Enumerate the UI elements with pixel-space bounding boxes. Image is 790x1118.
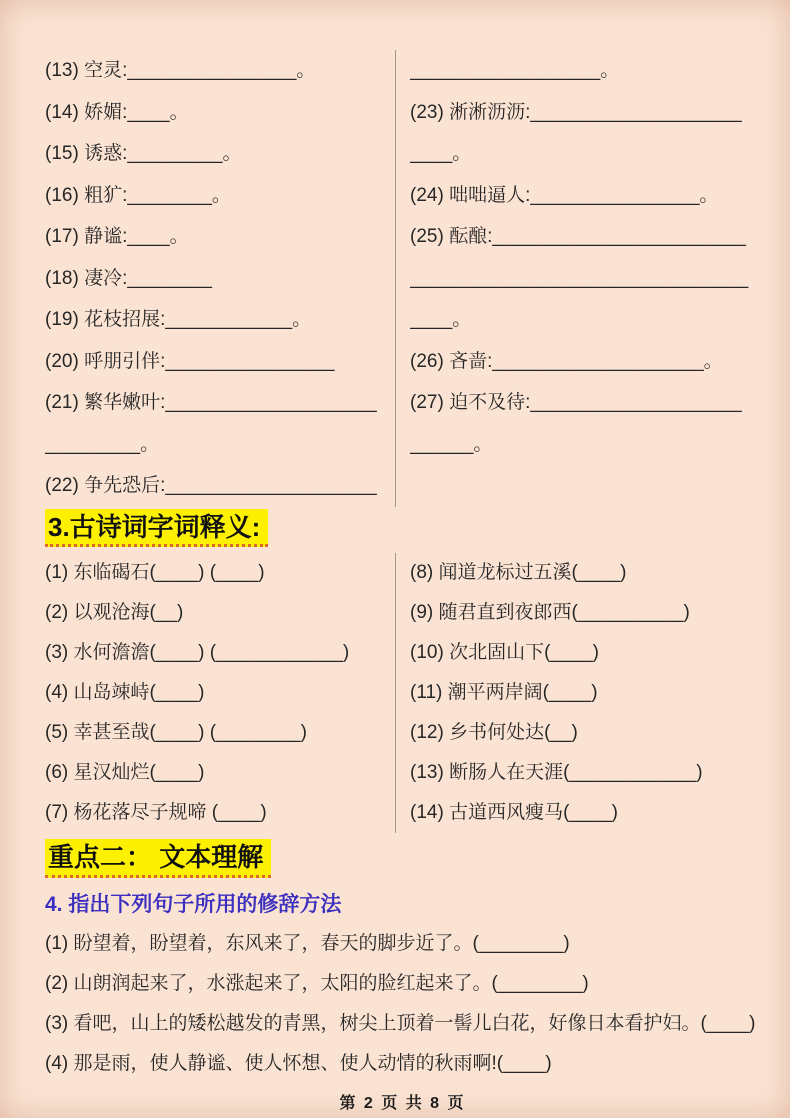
question-4-heading: 4. 指出下列句子所用的修辞方法: [45, 892, 342, 916]
poem-column-left: [45, 553, 395, 833]
vocab-line: (24) 咄咄逼人:________________。: [410, 184, 719, 206]
vocab-line: (18) 凄冷:________: [45, 267, 212, 289]
rhetoric-line: (4) 那是雨，使人静谧、使人怀想、使人动情的秋雨啊!(____): [45, 1052, 552, 1074]
vocab-line: ________________________________: [410, 267, 749, 289]
key-point-2-heading-highlight: 重点二： 文本理解: [45, 839, 271, 878]
poem-glossary-section: [45, 553, 760, 833]
poem-column-right: [395, 553, 760, 833]
vocab-definitions-section: [45, 50, 760, 507]
rhetoric-line: (3) 看吧，山上的矮松越发的青黑，树尖上顶着一髻儿白花，好像日本看护妇。(____): [45, 1012, 756, 1034]
poem-line: (12) 乡书何处达(__): [410, 722, 578, 743]
key-point-2-heading: [45, 839, 760, 878]
vocab-line: (17) 静谧:____。: [45, 226, 189, 247]
poem-line: (6) 星汉灿烂(____): [45, 762, 205, 783]
poem-line: (13) 断肠人在天涯(____________): [410, 762, 703, 783]
vocab-line: (20) 呼朋引伴:________________: [45, 350, 335, 372]
poem-line: (5) 幸甚至哉(____) (________): [45, 722, 307, 743]
poem-line: (3) 水何澹澹(____) (____________): [45, 642, 350, 663]
poem-line: (4) 山岛竦峙(____): [45, 682, 205, 703]
rhetoric-line: (1) 盼望着，盼望着，东风来了，春天的脚步近了。(________): [45, 932, 570, 954]
poem-line: (2) 以观沧海(__): [45, 602, 184, 623]
page-footer: 第 2 页 共 8 页: [339, 1094, 466, 1112]
poem-line: (10) 次北固山下(____): [410, 642, 599, 663]
vocab-line: (25) 酝酿:________________________: [410, 226, 746, 247]
poem-line: (14) 古道西风瘦马(____): [410, 802, 618, 823]
poem-line: (11) 潮平两岸阔(____): [410, 682, 598, 703]
section-3-heading-highlight: 3.古诗词字词释义:: [45, 509, 268, 548]
vocab-column-left: [45, 50, 395, 507]
vocab-line: ____。: [410, 309, 472, 330]
poem-line: (8) 闻道龙标过五溪(____): [410, 562, 627, 583]
poem-line: (9) 随君直到夜郎西(__________): [410, 602, 690, 623]
vocab-line: ______。: [410, 433, 493, 455]
vocab-line: _________。: [45, 433, 160, 455]
vocab-line: (27) 迫不及待:____________________: [410, 392, 742, 413]
vocab-line: (15) 诱惑:_________。: [45, 143, 242, 164]
poem-line: (1) 东临碣石(____) (____): [45, 562, 265, 583]
vocab-line: (16) 粗犷:________。: [45, 184, 231, 206]
vocab-line: (23) 淅淅沥沥:____________________: [410, 101, 742, 123]
section-3-heading: [45, 509, 760, 548]
rhetoric-line: (2) 山朗润起来了，水涨起来了，太阳的脸红起来了。(________): [45, 972, 589, 994]
vocab-line: (26) 吝啬:____________________。: [410, 350, 723, 372]
vocab-line: (19) 花枝招展:____________。: [45, 309, 312, 330]
rhetoric-sentences: [45, 924, 760, 1084]
vocab-line: (22) 争先恐后:____________________: [45, 475, 377, 496]
vocab-line: __________________。: [410, 60, 620, 81]
vocab-line: ____。: [410, 143, 472, 164]
vocab-line: (13) 空灵:________________。: [45, 60, 316, 81]
poem-line: (7) 杨花落尽子规啼 (____): [45, 802, 267, 823]
vocab-line: (21) 繁华嫩叶:____________________: [45, 392, 377, 413]
vocab-line: (14) 娇媚:____。: [45, 101, 189, 123]
vocab-column-right: [395, 50, 760, 507]
